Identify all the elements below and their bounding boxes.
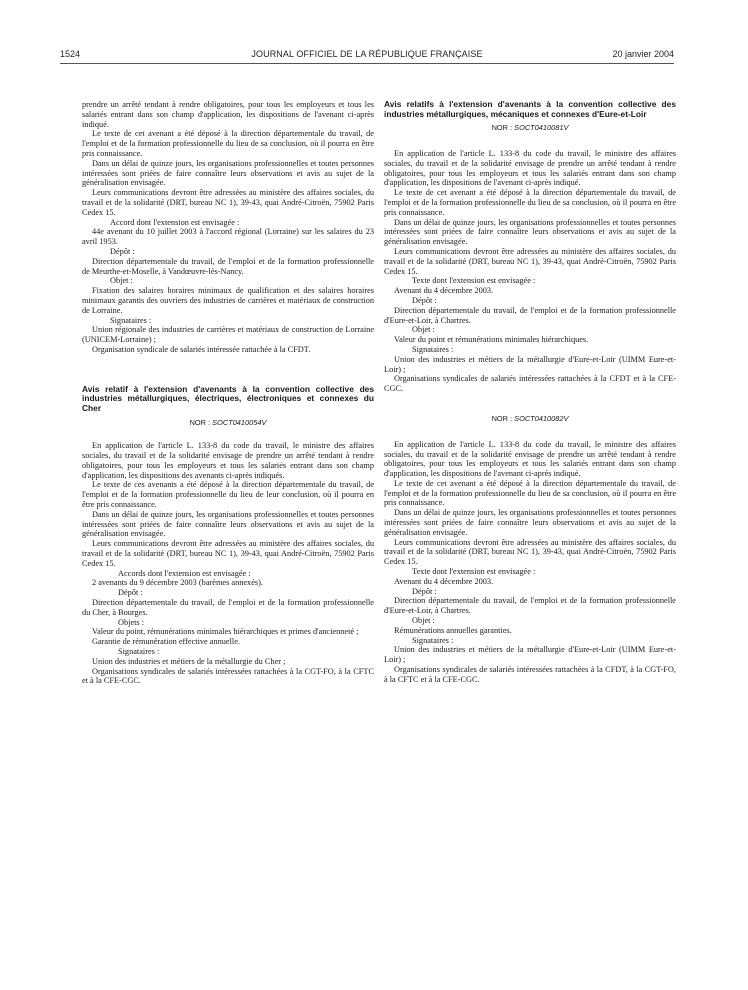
label-signataires: Signataires : [412, 344, 454, 354]
section-title: Avis relatifs à l'extension d'avenants à la convention collective des industries métallurgiques, mécaniques et connexes d'Eure-et-Loir [384, 99, 676, 119]
section-title: Avis relatif à l'extension d'avenants à la convention collective des industries métallurgiques, électriques, électroniques et connexes du Cher [82, 383, 374, 413]
paragraph: Organisations syndicales de salariés intéressées rattachées à la CFDT, à la CGT-FO, à la CFTC et à la CFE-CGC. [384, 665, 676, 684]
paragraph: Union des industries et métiers de la métallurgie d'Eure-et-Loir (UIMM Eure-et-Loir) ; [384, 645, 676, 665]
paragraph: Dans un délai de quinze jours, les organisations professionnelles et toutes personnes intéressées sont priées de faire connaître leurs observations et avis au sujet de la généralisation envisagée. [384, 217, 676, 247]
paragraph: Organisation syndicale de salariés intéressée rattachée à la CFDT. [92, 344, 311, 354]
journal-title: JOURNAL OFFICIEL DE LA RÉPUBLIQUE FRANÇAISE [251, 49, 483, 59]
paragraph: Direction départementale du travail, de l'emploi et de la formation professionnelle de Meurthe-et-Moselle, à Vandœuvre-lès-Nancy. [82, 256, 374, 276]
paragraph: Le texte de ces avenants a été déposé à la direction départementale du travail, de l'emploi et de la formation professionnelle du lieu de leur conclusion, où il pourra en être pris connaissance. [82, 480, 374, 510]
paragraph: Avenant du 4 décembre 2003. [394, 286, 494, 296]
label-depot: Dépôt : [118, 588, 143, 598]
paragraph: 2 avenants du 9 décembre 2003 (barèmes annexés). [92, 578, 263, 588]
nor-reference: NOR : SOCT0410081V [491, 123, 569, 133]
paragraph: Avenant du 4 décembre 2003. [394, 576, 494, 586]
paragraph: Valeur du point et rémunérations minimales hiérarchiques. [394, 335, 589, 345]
label-texte: Accord dont l'extension est envisagée : [110, 217, 240, 227]
right-column [384, 100, 676, 685]
paragraph: En application de l'article L. 133-8 du code du travail, le ministre des affaires sociales, du travail et de la solidarité envisage de prendre un arrêté tendant à rendre obligatoires, pour tous les employeurs et tous les salariés entrant dans son champ d'application, les dispositions de l'avenant ci-après indiqué. [384, 148, 676, 188]
paragraph: 44e avenant du 10 juillet 2003 à l'accord régional (Lorraine) sur les salaires du 23 avril 1953. [82, 227, 374, 247]
paragraph: Leurs communications devront être adressées au ministère des affaires sociales, du travail et de la solidarité (DRT, bureau NC 1), 39-43, quai André-Citroën, 75902 Paris Cedex 15. [82, 188, 374, 217]
label-depot: Dépôt : [110, 246, 135, 256]
label-signataires: Signataires : [110, 315, 152, 325]
paragraph: Fixation des salaires horaires minimaux de qualification et des salaires horaires minimaux garantis des ouvriers des industries de carrières et matériaux de construction de Lorraine. [82, 286, 374, 315]
paragraph: Leurs communications devront être adressées au ministère des affaires sociales, du travail et de la solidarité (DRT, bureau NC 1), 39-43, quai André-Citroën, 75902 Paris Cedex 15. [384, 537, 676, 567]
label-objet: Objet : [110, 276, 133, 286]
label-texte: Accords dont l'extension est envisagée : [118, 568, 251, 578]
paragraph: Union des industries et métiers de la métallurgie du Cher ; [92, 656, 286, 666]
label-signataires: Signataires : [412, 635, 454, 645]
label-signataires: Signataires : [118, 647, 160, 657]
paragraph: Organisations syndicales de salariés intéressées rattachées à la CGT-FO, à la CFTC et à la CFE-CGC. [82, 666, 374, 686]
paragraph: Dans un délai de quinze jours, les organisations professionnelles et toutes personnes intéressées sont priées de faire connaître leurs observations et avis au sujet de la généralisation envisagée. [82, 158, 374, 188]
header-rule [60, 63, 674, 64]
label-objet: Objet : [412, 616, 435, 626]
nor-reference: NOR : SOCT0410082V [491, 413, 569, 423]
left-column [82, 100, 374, 686]
paragraph: prendre un arrêté tendant à rendre obligatoires, pour tous les employeurs et tous les salariés entrant dans son champ d'application, les dispositions de l'avenant ci-après indiqué. [82, 100, 374, 129]
paragraph: Rémunérations annuelles garanties. [394, 625, 512, 635]
paragraph: En application de l'article L. 133-8 du code du travail, le ministre des affaires sociales, du travail et de la solidarité envisage de prendre un arrêté tendant à rendre obligatoires, pour tous les employeurs et tous les salariés entrant dans son champ d'application, les dispositions des avenants ci-après indiqués. [82, 441, 374, 480]
nor-reference: NOR : SOCT0410054V [189, 417, 267, 427]
issue-date: 20 janvier 2004 [612, 49, 674, 59]
page-number: 1524 [60, 49, 81, 59]
label-depot: Dépôt : [412, 586, 437, 596]
paragraph: Le texte de cet avenant a été déposé à la direction départementale du travail, de l'emploi et de la formation professionnelle du lieu de sa conclusion, où il pourra en être pris connaissance. [384, 188, 676, 217]
paragraph: Direction départementale du travail, de l'emploi et de la formation professionnelle d'Eure-et-Loir, à Chartres. [384, 596, 676, 616]
paragraph: Dans un délai de quinze jours, les organisations professionnelles et toutes personnes intéressées sont priées de faire connaître leurs observations et avis au sujet de la généralisation envisagée. [82, 509, 374, 539]
paragraph: Direction départementale du travail, de l'emploi et de la formation professionnelle d'Eure-et-Loir, à Chartres. [384, 305, 676, 325]
paragraph: Garantie de rémunération effective annuelle. [92, 637, 240, 647]
page-header [60, 49, 674, 63]
paragraph: Union régionale des industries de carrières et matériaux de construction de Lorraine (UNICEM-Lorraine) ; [82, 325, 374, 345]
paragraph: Union des industries et métiers de la métallurgie d'Eure-et-Loir (UIMM Eure-et-Loir) ; [384, 354, 676, 374]
paragraph: Organisations syndicales de salariés intéressées rattachées à la CFDT et à la CFE-CGC. [384, 374, 676, 394]
paragraph: Valeur du point, rémunérations minimales hiérarchiques et primes d'ancienneté ; [92, 627, 359, 637]
paragraph: Le texte de cet avenant a été déposé à la direction départementale du travail, de l'emploi et de la formation professionnelle du lieu de sa conclusion, où il pourra en être pris connaissance. [82, 129, 374, 158]
paragraph: Le texte de cet avenant a été déposé à la direction départementale du travail, de l'emploi et de la formation professionnelle du lieu de sa conclusion, où il pourra en être pris connaissance. [384, 478, 676, 508]
paragraph: Direction départementale du travail, de l'emploi et de la formation professionnelle du Cher, à Bourges. [82, 598, 374, 617]
paragraph: Leurs communications devront être adressées au ministère des affaires sociales, du travail et de la solidarité (DRT, bureau NC 1), 39-43, quai André-Citroën, 75902 Paris Cedex 15. [82, 539, 374, 568]
label-depot: Dépôt : [412, 295, 437, 305]
paragraph: Leurs communications devront être adressées au ministère des affaires sociales, du travail et de la solidarité (DRT, bureau NC 1), 39-43, quai André-Citroën, 75902 Paris Cedex 15. [384, 246, 676, 276]
label-objet: Objet : [412, 325, 435, 335]
label-objets: Objets : [118, 617, 145, 627]
label-texte: Texte dont l'extension est envisagée : [412, 567, 536, 577]
paragraph: Dans un délai de quinze jours, les organisations professionnelles et toutes personnes intéressées sont priées de faire connaître leurs observations et avis au sujet de la généralisation envisagée. [384, 508, 676, 537]
label-texte: Texte dont l'extension est envisagée : [412, 276, 536, 286]
paragraph: En application de l'article L. 133-8 du code du travail, le ministre des affaires sociales, du travail et de la solidarité envisage de prendre un arrêté tendant à rendre obligatoires, pour tous les employeurs et tous les salariés entrant dans son champ d'application, les dispositions de l'avenant ci-après indiqué. [384, 439, 676, 479]
